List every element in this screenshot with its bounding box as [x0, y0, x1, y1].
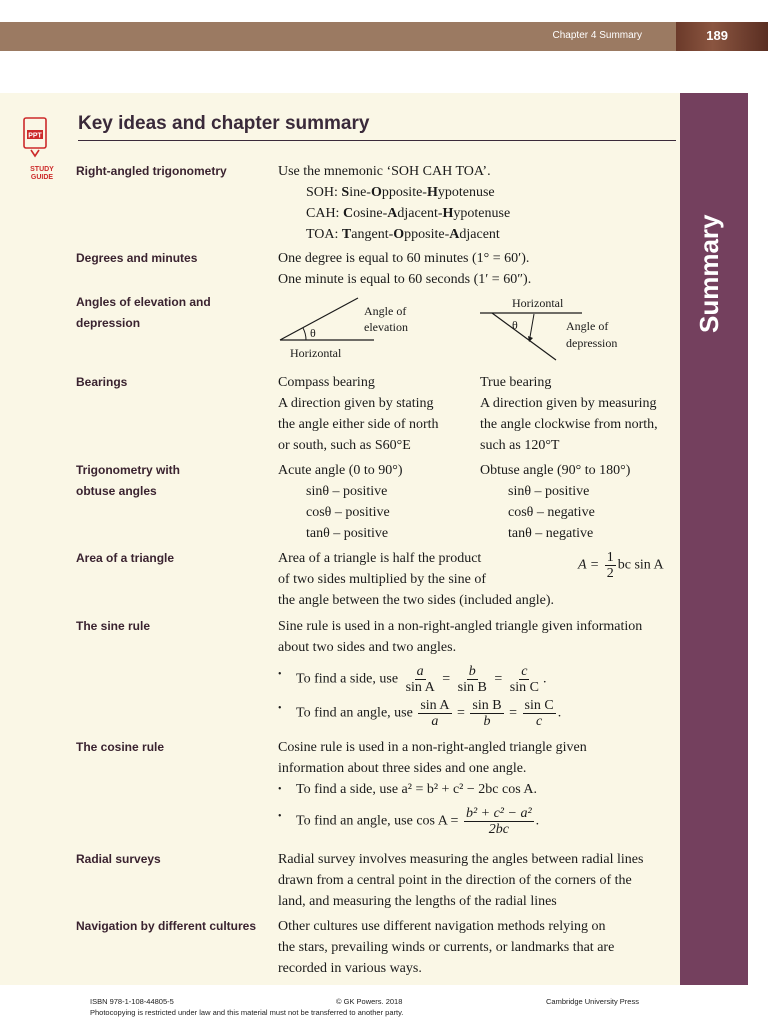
true-bearing-block: True bearing A direction given by measuring the angle clockwise from north, such as 120°T	[480, 375, 658, 453]
label-bearings: Bearings	[76, 375, 128, 389]
label-radial-surveys: Radial surveys	[76, 852, 161, 866]
navigation-block: Other cultures use different navigation methods relying on the stars, prevailing winds or currents, or landmarks that are recorded in various ways.	[278, 919, 615, 976]
compass-bearing-block: Compass bearing A direction given by stating the angle either side of north or south, such as S60°E	[278, 375, 439, 453]
label-right-angled: Right-angled trigonometry	[76, 164, 227, 178]
area-block: Area of a triangle is half the product of two sides multiplied by the sine of the angle between the two sides (included angle).	[278, 551, 555, 608]
sine-rule-angle-bullet: • To find an angle, use $\frac{\text{sin A}}{a}$ = $\frac{\text{sin B}}{b}$ = $\frac{\text{sin C}}{c}$ .	[278, 698, 561, 729]
depression-theta: θ	[512, 318, 518, 332]
soh-cah-toa-block: Use the mnemonic ‘SOH CAH TOA’. SOH: Sine-Opposite-Hypotenuse CAH: Cosine-Adjacent-Hypotenuse TOA: Tangent-Opposite-Adjacent	[278, 161, 510, 245]
elevation-label-1: Angle of	[364, 304, 407, 318]
toa-line: TOA: Tangent-Opposite-Adjacent	[306, 227, 500, 242]
footer-copyright: © GK Powers. 2018	[336, 997, 403, 1006]
label-area-triangle: Area of a triangle	[76, 551, 175, 565]
radial-surveys-block: Radial survey involves measuring the angles between radial lines drawn from a central point in the direction of the corners of the land, and measuring the lengths of the radial lines	[278, 852, 644, 909]
obtuse-angle-block: Obtuse angle (90° to 180°) sinθ – positive cosθ – negative tanθ – negative	[480, 463, 631, 541]
cah-line: CAH: Cosine-Adjacent-Hypotenuse	[306, 206, 511, 221]
cosine-rule-angle-bullet: • To find an angle, use cos A = $\frac{\text{b² + c² − a²}}{2bc}$ .	[278, 806, 539, 837]
label-navigation-cultures: Navigation by different cultures	[76, 919, 257, 933]
label-sine-rule: The sine rule	[76, 619, 151, 633]
section-title: Key ideas and chapter summary	[78, 113, 370, 134]
page-header	[0, 22, 768, 51]
depression-diagram	[480, 296, 617, 360]
label-cosine-rule: The cosine rule	[76, 740, 165, 754]
page-number: 189	[706, 28, 728, 43]
footer-publisher: Cambridge University Press	[546, 997, 639, 1006]
elevation-depression-diagram	[276, 292, 656, 364]
cosine-rule-intro: Cosine rule is used in a non-right-angled triangle given information about three sides and one angle.	[278, 740, 587, 776]
elevation-theta: θ	[310, 326, 316, 340]
chapter-title: Chapter 4 Summary	[552, 30, 642, 41]
ppt-badge: PPT	[28, 132, 42, 140]
label-elevation-depression: Angles of elevation and depression	[76, 295, 211, 330]
sine-rule-intro: Sine rule is used in a non-right-angled triangle given information about two sides and two angles.	[278, 619, 643, 655]
study-guide-label: STUDY GUIDE	[30, 166, 54, 181]
label-degrees-minutes: Degrees and minutes	[76, 251, 198, 265]
acute-angle-block: Acute angle (0 to 90°) sinθ – positive cosθ – positive tanθ – positive	[278, 463, 403, 541]
elevation-horizontal-label: Horizontal	[290, 346, 342, 360]
depression-horizontal-label: Horizontal	[512, 296, 564, 310]
sine-rule-side-bullet: • To find a side, use $\frac{a}{\text{sin A}}$ = $\frac{b}{\text{sin B}}$ = $\frac{c}{\text{sin C}}$ .	[278, 664, 546, 695]
footer-notice: Photocopying is restricted under law and this material must not be transferred to another party.	[90, 1008, 404, 1017]
title-divider	[78, 140, 676, 141]
page-number-box	[676, 22, 768, 51]
elevation-diagram	[280, 298, 408, 360]
study-guide-icon[interactable]	[22, 116, 48, 160]
footer-isbn: ISBN 978-1-108-44805-5	[90, 997, 174, 1006]
degrees-block: One degree is equal to 60 minutes (1° = 60′). One minute is equal to 60 seconds (1′ = 60″).	[278, 251, 532, 287]
soh-line: SOH: Sine-Opposite-Hypotenuse	[306, 185, 495, 200]
summary-side-tab	[680, 93, 748, 985]
side-tab-label: Summary	[694, 214, 724, 333]
elevation-label-2: elevation	[364, 320, 408, 334]
depression-label-1: Angle of	[566, 319, 609, 333]
depression-label-2: depression	[566, 336, 618, 350]
label-obtuse-angles: Trigonometry with obtuse angles	[76, 463, 181, 498]
area-formula: A = $\frac{1}{2}$ bc sin A	[578, 550, 664, 581]
cosine-rule-side-bullet: • To find a side, use a² = b² + c² − 2bc cos A.	[278, 779, 537, 800]
